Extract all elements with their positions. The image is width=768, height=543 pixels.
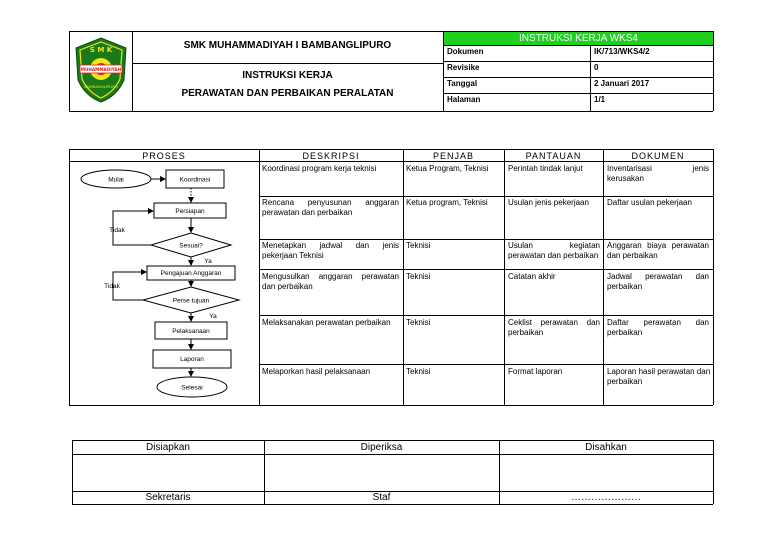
cell-deskripsi-6: Melaporkan hasil pelaksanaan: [262, 367, 371, 376]
cell-pantauan-6: Format laporan: [508, 367, 563, 376]
column-header-penjab: PENJAB: [432, 151, 474, 161]
meta-label-revisi: Revisike: [447, 63, 480, 72]
cell-penjab-4: Teknisi: [406, 272, 431, 281]
cell-penjab-5: Teknisi: [406, 318, 431, 327]
flow-label-persetujuan: Perse tujuan: [172, 297, 210, 305]
meta-value-tanggal: 2 Januari 2017: [594, 79, 650, 88]
meta-value-revisi: 0: [594, 63, 599, 72]
flow-label-ya-1: Ya: [204, 258, 212, 265]
column-header-deskripsi: DESKRIPSI: [302, 151, 360, 161]
flow-label-tidak-2: Tidak: [104, 283, 120, 290]
cell-dokumen-3: Anggaran biaya perawatan dan perbaikan: [607, 241, 709, 260]
cell-pantauan-2: Usulan jenis pekerjaan: [508, 198, 589, 207]
column-header-pantauan: PANTAUAN: [525, 151, 582, 161]
column-header-dokumen: DOKUMEN: [631, 151, 685, 161]
flow-label-sesuai: Sesuai?: [179, 242, 203, 250]
flow-label-ya-2: Ya: [209, 313, 217, 320]
cell-dokumen-1: Inventarisasi jenis kerusakan: [607, 164, 709, 183]
flow-label-pelaksanaan: Pelaksanaan: [172, 328, 210, 335]
cell-deskripsi-1: Koordinasi program kerja teknisi: [262, 164, 377, 173]
meta-label-halaman: Halaman: [447, 95, 481, 104]
logo-top-text: S M K: [89, 46, 113, 54]
cell-dokumen-6: Laporan hasil perawatan dan perbaikan: [607, 367, 711, 386]
meta-value-halaman: 1/1: [594, 95, 606, 104]
cell-deskripsi-3: Menetapkan jadwal dan jenis pekerjaan Teknisi: [262, 241, 399, 260]
signature-name-blank: …………………: [571, 492, 641, 503]
signature-header-disahkan: Disahkan: [585, 442, 627, 453]
cell-pantauan-4: Catatan akhir: [508, 272, 556, 281]
flow-label-mulai: Mulai: [108, 176, 124, 184]
cell-dokumen-2: Daftar usulan pekerjaan: [607, 198, 692, 207]
cell-penjab-1: Ketua Program, Teknisi: [406, 164, 489, 173]
flow-label-selesai: Selesai: [181, 384, 203, 392]
signature-name-staf: Staf: [372, 492, 391, 503]
cell-penjab-6: Teknisi: [406, 367, 431, 376]
signature-header-disiapkan: Disiapkan: [146, 442, 190, 453]
logo-banner-text: MUHAMMADIYAH: [80, 67, 122, 72]
meta-label-dokumen: Dokumen: [447, 47, 484, 56]
cell-deskripsi-4: Mengusulkan anggaran perawatan dan perbaikan: [262, 272, 399, 291]
cell-penjab-2: Ketua program, Teknisi: [406, 198, 488, 207]
cell-dokumen-4: Jadwal perawatan dan perbaikan: [607, 272, 709, 291]
cell-pantauan-1: Perintah tindak lanjut: [508, 164, 583, 173]
column-header-proses: PROSES: [142, 151, 186, 161]
flow-label-pengajuan: Pengajuan Anggaran: [160, 270, 222, 277]
cell-penjab-3: Teknisi: [406, 241, 431, 250]
signature-header-diperiksa: Diperiksa: [360, 442, 403, 453]
cell-deskripsi-5: Melaksanakan perawatan perbaikan: [262, 318, 391, 327]
cell-pantauan-3: Usulan kegiatan perawatan dan perbaikan: [508, 241, 600, 260]
document-title: INSTRUKSI KERJA: [242, 70, 333, 81]
flow-label-persiapan: Persiapan: [175, 208, 205, 215]
flow-label-laporan: Laporan: [180, 356, 204, 363]
cell-dokumen-5: Daftar perawatan dan perbaikan: [607, 318, 709, 337]
document-code-title: INSTRUKSI KERJA WKS4: [519, 33, 638, 44]
signature-name-sekretaris: Sekretaris: [145, 492, 191, 503]
school-name: SMK MUHAMMADIYAH I BAMBANGLIPURO: [183, 40, 392, 51]
cell-pantauan-5: Ceklist perawatan dan perbaikan: [508, 318, 600, 337]
logo-bottom-text: BAMBANGLIPURO: [84, 84, 118, 89]
document-subtitle: PERAWATAN DAN PERBAIKAN PERALATAN: [181, 88, 394, 99]
flow-label-koordinasi: Koordinasi: [179, 176, 211, 184]
meta-value-dokumen: IK/713/WKS4/2: [594, 47, 650, 56]
flow-label-tidak-1: Tidak: [109, 227, 125, 234]
cell-deskripsi-2: Rencana penyusunan anggaran perawatan dan perbaikan: [262, 198, 399, 217]
meta-label-tanggal: Tanggal: [447, 79, 478, 88]
